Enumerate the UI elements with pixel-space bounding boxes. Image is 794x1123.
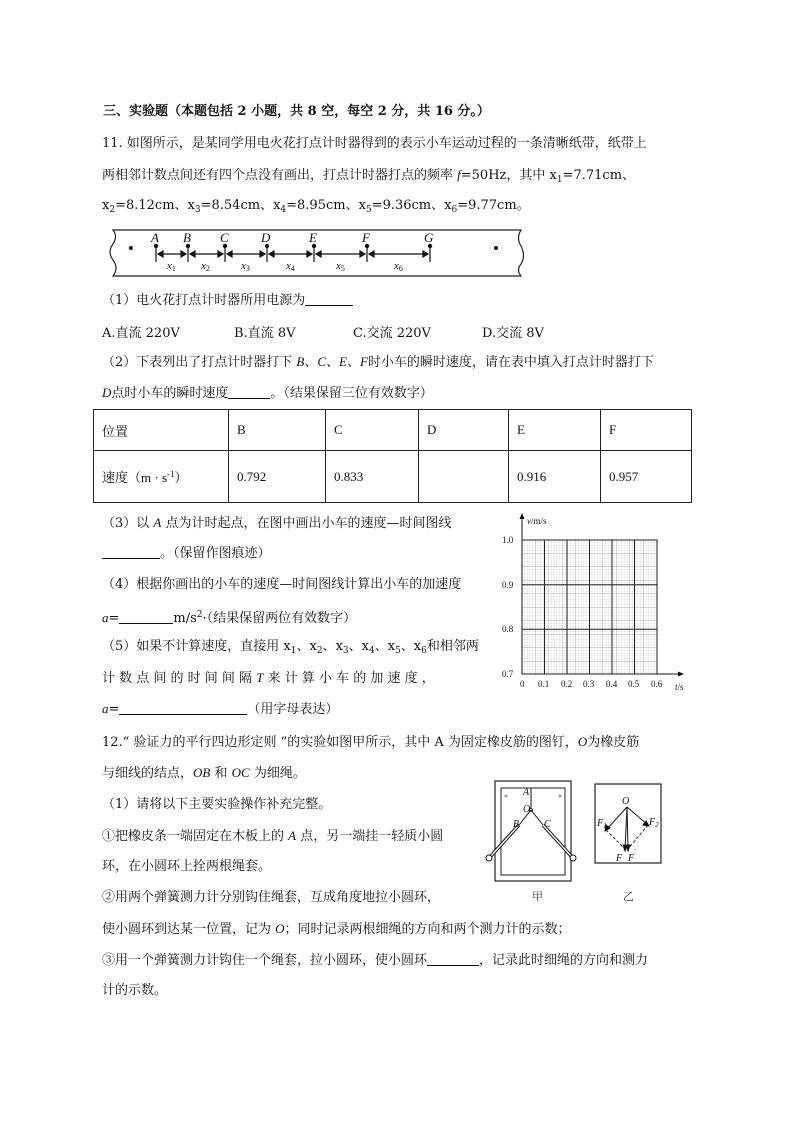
svg-text:D: D xyxy=(261,230,271,245)
x-symbol: x xyxy=(273,198,281,213)
option-a: A.直流 220V xyxy=(102,326,180,341)
stem-text: 两相邻计数点间还有四个点没有画出，打点计时器打点的频率 xyxy=(102,168,458,183)
svg-text:F: F xyxy=(628,853,635,864)
x5-value: =9.36cm、 xyxy=(371,198,445,213)
q11-part1 xyxy=(102,291,353,310)
svg-text:x6: x6 xyxy=(394,260,403,273)
point-o: O xyxy=(275,921,285,936)
svg-text:O: O xyxy=(622,796,630,807)
text: 来 计 算 小 车 的 加 速 度 ， xyxy=(263,671,435,686)
period-symbol: T xyxy=(256,670,264,685)
q12-stem-line2 xyxy=(102,764,306,783)
svg-text:': ' xyxy=(634,848,636,856)
q11-part3-line1 xyxy=(102,514,452,533)
answer-blank[interactable] xyxy=(119,700,247,715)
table-cell-label: 速度$(m \cdot s^{-1})$ xyxy=(94,451,229,503)
text: = xyxy=(108,702,120,717)
freq-symbol: f xyxy=(457,167,461,182)
q12-step2-line2 xyxy=(102,920,571,939)
svg-text:B: B xyxy=(513,819,520,830)
sep: 、x xyxy=(348,639,369,654)
text: 为细绳。 xyxy=(249,766,306,781)
answer-blank[interactable] xyxy=(102,544,160,559)
table-cell-answer[interactable] xyxy=(419,451,509,503)
x-symbol: x xyxy=(187,198,195,213)
unit-sup: 2 xyxy=(196,610,203,620)
svg-text:C: C xyxy=(220,230,229,245)
x-axis-label: t/s xyxy=(675,682,684,692)
tape-point-label: A xyxy=(151,230,159,245)
text: 与细线的结点， xyxy=(102,766,194,781)
text: 点时小车的瞬时速度 xyxy=(111,386,229,401)
subscript: 1 xyxy=(556,175,563,185)
subscript: 5 xyxy=(365,205,372,215)
y-tick: 0.9 xyxy=(502,580,514,590)
q12-step3-line1 xyxy=(102,951,648,970)
q11-part2-line1 xyxy=(102,353,654,372)
svg-text:G: G xyxy=(424,230,434,245)
unit: m/s xyxy=(173,611,197,626)
svg-text:x1: x1 xyxy=(167,260,176,273)
sep: 、x xyxy=(322,639,343,654)
x-symbol: x xyxy=(102,198,110,213)
text: 计 数 点 间 的 时 间 间 隔 xyxy=(102,671,257,686)
x-symbol: x xyxy=(444,198,452,213)
text: 点为计时起点，在图中画出小车的速度—时间图线 xyxy=(161,516,452,531)
paper-tape-figure xyxy=(103,224,528,280)
answer-blank[interactable] xyxy=(427,951,479,966)
table-cell: C xyxy=(326,410,419,451)
x-tick: 0.4 xyxy=(606,679,618,689)
option-d: D.交流 8V xyxy=(482,326,544,341)
text: 和 xyxy=(210,766,232,781)
svg-text:F: F xyxy=(362,230,370,245)
point-d: D xyxy=(102,385,112,400)
q11-part4-line2 xyxy=(102,606,356,628)
table-cell: 0.833 xyxy=(326,451,419,503)
answer-blank[interactable] xyxy=(228,384,270,399)
text: = xyxy=(108,611,120,626)
point-a: A xyxy=(153,515,162,530)
table-cell: 0.792 xyxy=(229,451,326,503)
y-tick: 0.7 xyxy=(502,669,514,679)
y-axis-arrow-icon xyxy=(520,513,525,519)
y-axis-label: v/m/s xyxy=(527,516,547,526)
text: 使小圆环到达某一位置，记为 xyxy=(102,922,276,937)
svg-text:F1: $F_1$ xyxy=(597,818,607,830)
section-heading: 三、实验题（本题包括 2 小题，共 8 空，每空 2 分，共 16 分。） xyxy=(103,104,490,119)
svg-text:x5: x5 xyxy=(336,260,345,273)
svg-text:C: C xyxy=(544,819,551,830)
table-cell: 0.957 xyxy=(601,451,692,503)
q12-part1: （1）请将以下主要实验操作补充完整。 xyxy=(102,797,332,812)
y-tick: 1.0 xyxy=(502,535,514,545)
text: （2）下表列出了打点计时器打下 xyxy=(102,355,297,370)
x2-value: =8.12cm、 xyxy=(115,198,188,213)
q11-part5-line2 xyxy=(102,669,435,688)
option-c: C.交流 220V xyxy=(353,326,431,341)
text: （5）如果不计算速度，直接用 x xyxy=(102,639,291,654)
text: 。（保留作图痕迹） xyxy=(160,546,271,561)
velocity-time-grid-chart[interactable] xyxy=(497,510,697,695)
text: 。（结果保留三位有效数字） xyxy=(270,386,433,401)
ob-label: OB xyxy=(193,765,211,780)
q11-part3-line2 xyxy=(102,544,271,563)
x-tick: 0 xyxy=(520,679,525,689)
text: 为橡皮筋 xyxy=(587,735,640,750)
answer-blank[interactable] xyxy=(305,291,353,306)
q11-stem-line3 xyxy=(102,197,530,219)
text: ，记录此时细绳的方向和测力 xyxy=(479,953,649,968)
option-b: B.直流 8V xyxy=(234,326,296,341)
svg-text:B: B xyxy=(183,230,191,245)
x1-value: =7.71cm、 xyxy=(562,168,636,183)
x4-value: =8.95cm、 xyxy=(286,198,359,213)
text: ③用一个弹簧测力计钩住一个绳套，拉小圆环，使小圆环 xyxy=(102,953,428,968)
q12-stem-line1 xyxy=(102,733,639,752)
accel-symbol: a xyxy=(102,701,109,716)
figure-yi-force-diagram xyxy=(594,783,664,865)
table-cell: 位置 xyxy=(94,410,229,451)
text: （3）以 xyxy=(102,516,154,531)
table-cell: E xyxy=(509,410,601,451)
x-axis-arrow-icon xyxy=(678,672,684,677)
q11-part5-line1: （5）如果不计算速度，直接用 $x_1$、$x_2$、$x_3$、$x_4$、$x_5$、$x_6$和相邻两 xyxy=(102,639,479,656)
x3-value: =8.54cm、 xyxy=(200,198,274,213)
q11-part4-line1: （4）根据你画出的小车的速度—时间图线计算出小车的加速度 xyxy=(102,577,462,592)
oc-label: OC xyxy=(231,765,250,780)
sep: 、x xyxy=(374,639,396,654)
x-tick: 0.1 xyxy=(538,679,550,689)
x-symbol: x xyxy=(358,198,366,213)
table-cell: B xyxy=(229,410,326,451)
table-row-velocity xyxy=(94,451,692,503)
text: 时小车的瞬时速度，请在表中填入打点计时器打下 xyxy=(367,355,654,370)
q11-stem-line1: 11. 如图所示，是某同学用电火花打点计时器得到的表示小车运动过程的一条清晰纸带，纸带上 xyxy=(102,136,647,151)
text: ·（结果保留两位有效数字） xyxy=(202,611,357,626)
text: ；同时记录两根细绳的方向和两个测力计的示数； xyxy=(284,922,571,937)
text: 和相邻两 xyxy=(426,639,479,654)
part1-text: （1）电火花打点计时器所用电源为 xyxy=(102,293,306,308)
subscript: 6 xyxy=(451,205,458,215)
x-tick: 0.5 xyxy=(628,679,640,689)
text: 12.“ 验证力的平行四边形定则 ”的实验如图甲所示，其中 A 为固定橡皮筋的图钉， xyxy=(102,735,578,750)
point-a: A xyxy=(288,828,297,843)
svg-text:E: E xyxy=(309,230,317,245)
x-tick: 0.6 xyxy=(651,679,663,689)
q11-part5-line3 xyxy=(102,700,338,719)
figure-jia-board xyxy=(482,778,578,883)
svg-text:A: A xyxy=(523,787,530,798)
answer-blank[interactable] xyxy=(119,609,173,624)
svg-text:F: F xyxy=(616,853,623,864)
q12-step1-line2: 环，在小圆环上拴两根绳套。 xyxy=(102,859,272,874)
stem-text: =50Hz，其中 x xyxy=(460,168,557,183)
x-tick: 0.2 xyxy=(561,679,573,689)
q12-step2-line1: ②用两个弹簧测力计分别钩住绳套，互成角度地拉小圆环， xyxy=(102,890,441,905)
points: B、C、E、F xyxy=(296,354,368,369)
accel-symbol: a xyxy=(102,610,109,625)
table-cell: D xyxy=(419,410,509,451)
table-cell: F xyxy=(601,410,692,451)
svg-text:x2: x2 xyxy=(201,260,210,273)
x-tick: 0.3 xyxy=(583,679,595,689)
sep: 、x xyxy=(296,639,317,654)
q12-step1-line1 xyxy=(102,827,443,846)
sep: 、x xyxy=(400,639,422,654)
text: 点，另一端挂一轻质小圆 xyxy=(296,829,444,844)
text: （用字母表达） xyxy=(247,702,339,717)
q11-part2-line2 xyxy=(102,384,433,403)
subscript: 4 xyxy=(280,205,287,215)
figure-yi-caption: 乙 xyxy=(623,890,634,903)
svg-text:x4: x4 xyxy=(286,260,295,273)
svg-text:F2: $F_2$ xyxy=(649,817,659,829)
table-row-position xyxy=(94,410,692,451)
figure-jia-caption: 甲 xyxy=(532,890,543,903)
table-cell: 0.916 xyxy=(509,451,601,503)
q11-stem-line2 xyxy=(102,166,635,189)
point-o: O xyxy=(577,734,588,749)
svg-text:x3: x3 xyxy=(241,260,250,273)
velocity-table xyxy=(93,409,692,503)
q12-step3-line2: 计的示数。 xyxy=(102,983,168,998)
svg-text:O: O xyxy=(523,804,531,815)
subscript: 2 xyxy=(109,205,116,215)
subscript: 3 xyxy=(194,205,201,215)
text: ①把橡皮条一端固定在木板上的 xyxy=(102,829,289,844)
y-tick: 0.8 xyxy=(502,624,514,634)
x6-value: =9.77cm。 xyxy=(457,198,530,213)
